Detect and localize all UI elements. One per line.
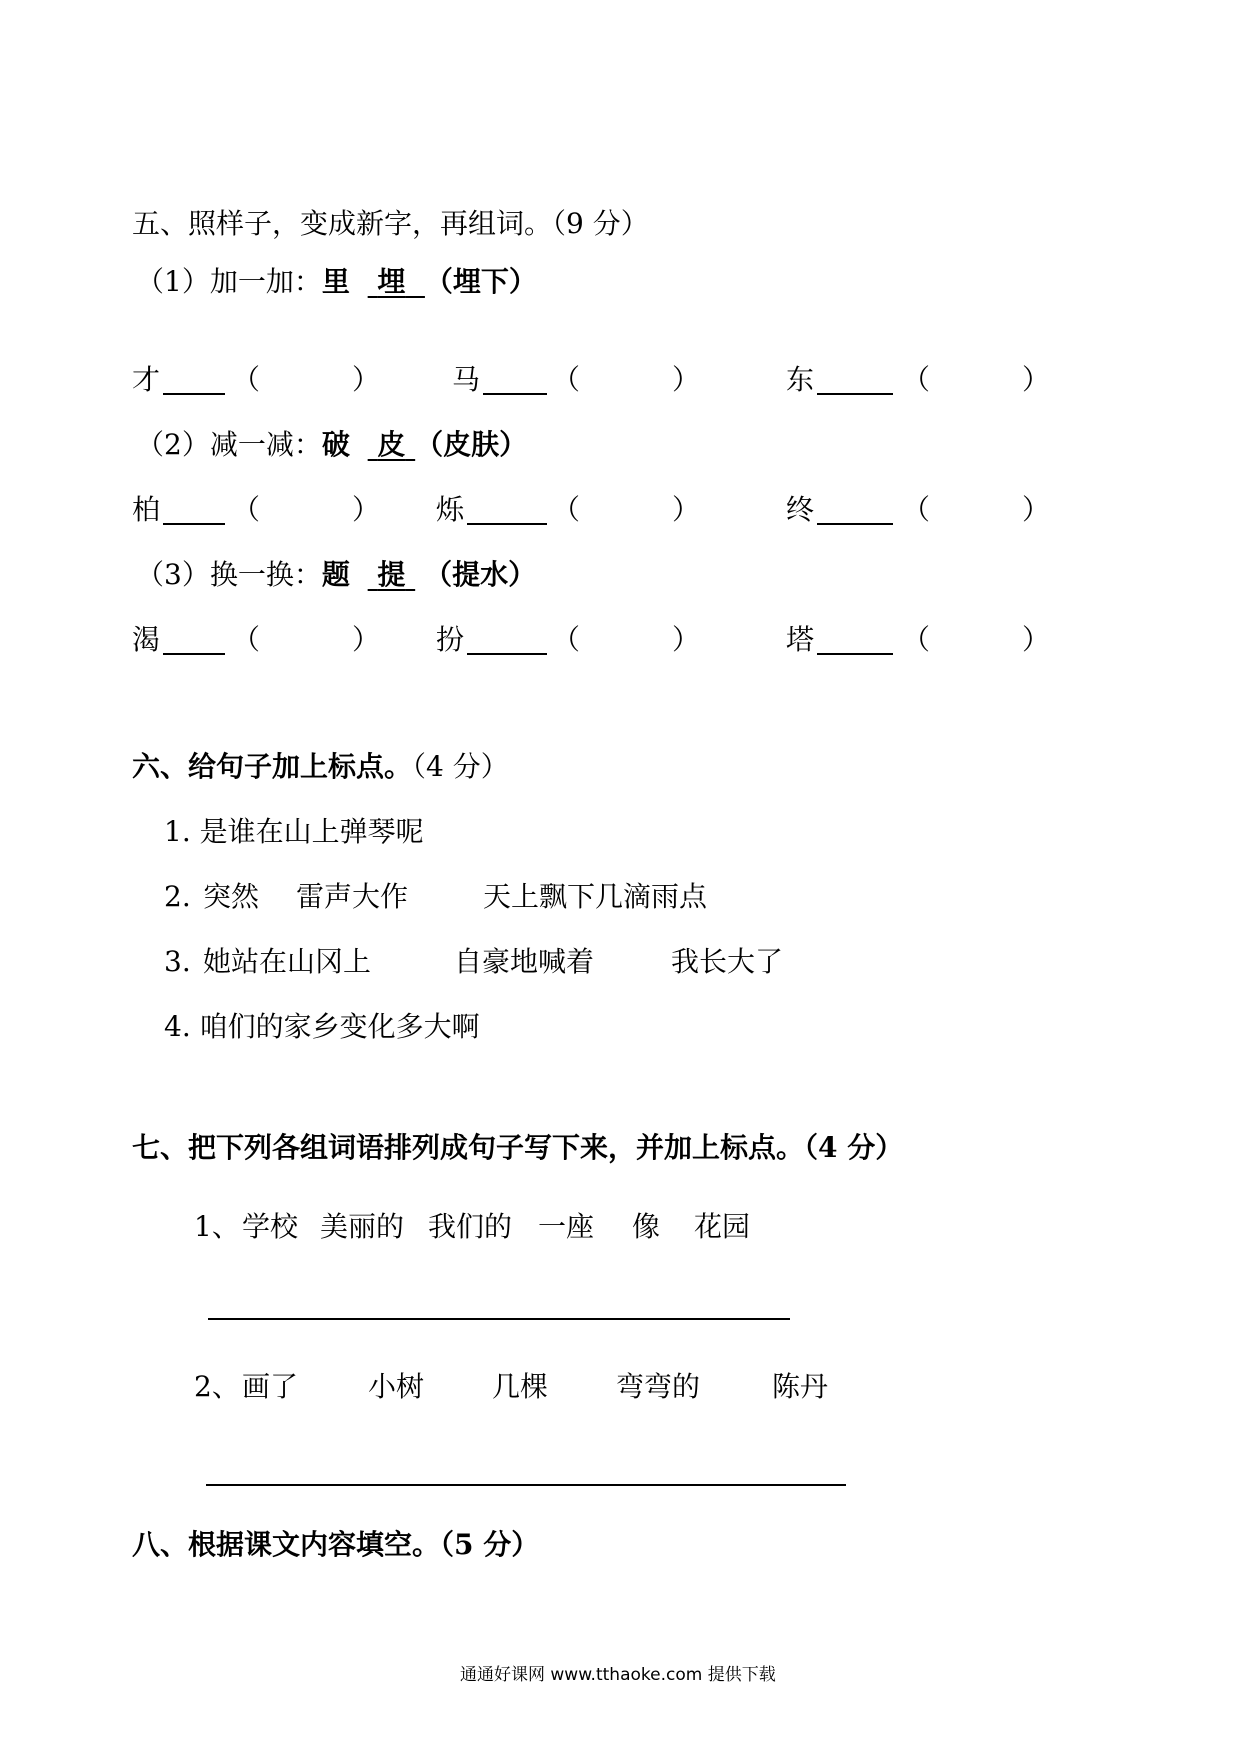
section6-heading xyxy=(132,750,509,784)
part1-example-char: 里 xyxy=(321,265,350,298)
section6-item4-num: 4. xyxy=(164,1010,191,1043)
part3-item3-char: 塔 xyxy=(786,623,815,656)
part2-item2-open: （ xyxy=(552,493,581,526)
section7-item2-word4: 弯弯的 xyxy=(616,1370,701,1403)
section6-score: （4 分） xyxy=(412,750,509,783)
section7-item2-word5: 陈丹 xyxy=(772,1370,829,1403)
part1-item3-char: 东 xyxy=(786,363,815,396)
part2-item1-close: ） xyxy=(352,493,381,526)
section7-item2-answer-line[interactable] xyxy=(206,1484,846,1486)
part3-item2-close: ） xyxy=(672,623,701,656)
section7-title: 七、把下列各组词语排列成句子写下来，并加上标点。（4 分） xyxy=(132,1131,904,1164)
part1-item3-blank[interactable] xyxy=(817,393,893,395)
section6-item3-part2: 自豪地喊着 xyxy=(454,945,595,978)
part1-item2-blank[interactable] xyxy=(483,393,547,395)
part3-item1-close: ） xyxy=(352,623,381,656)
part2-item3-char: 终 xyxy=(786,493,815,526)
section5-score: （9 分） xyxy=(552,207,649,240)
section6-item2-part2: 雷声大作 xyxy=(296,880,409,913)
part2-item3-open: （ xyxy=(902,493,931,526)
part1-example-word: （埋下） xyxy=(424,265,537,298)
section7-item1-word6: 花园 xyxy=(694,1210,751,1243)
section6-item2-part3: 天上飘下几滴雨点 xyxy=(483,880,708,913)
section7-item1-word5: 像 xyxy=(632,1210,661,1243)
section7-item2-num: 2、 xyxy=(194,1370,240,1403)
part2-item1-blank[interactable] xyxy=(163,523,225,525)
part1-item2-close: ） xyxy=(672,363,701,396)
section7-item1-word3: 我们的 xyxy=(428,1210,513,1243)
part3-example-char: 题 xyxy=(321,558,350,591)
part1-item1-open: （ xyxy=(232,363,261,396)
part1-item2-open: （ xyxy=(552,363,581,396)
part2-item3-close: ） xyxy=(1022,493,1051,526)
section6-item1 xyxy=(164,815,424,849)
section6-item3-part3: 我长大了 xyxy=(671,945,784,978)
part2-label: （2）减一减： xyxy=(136,428,322,461)
part2-example-word: （皮肤） xyxy=(415,428,528,461)
part3-item3-blank[interactable] xyxy=(817,653,893,655)
section7-item2-word2: 小树 xyxy=(368,1370,425,1403)
part3-item3-close: ） xyxy=(1022,623,1051,656)
part3-item1-char: 渴 xyxy=(132,623,161,656)
part1-item1-close: ） xyxy=(352,363,381,396)
part3-label: （3）换一换： xyxy=(136,558,322,591)
section7-item1-word2: 美丽的 xyxy=(320,1210,405,1243)
section6-item4-text: 咱们的家乡变化多大啊 xyxy=(199,1010,480,1043)
section6-item3-num: 3. xyxy=(164,945,191,978)
section5-heading xyxy=(132,207,649,241)
part1-example-new: 埋 xyxy=(377,265,406,298)
section8-title: 八、根据课文内容填空。（5 分） xyxy=(132,1528,540,1561)
part2-item2-char: 烁 xyxy=(436,493,465,526)
part3-item1-open: （ xyxy=(232,623,261,656)
part1-item3-open: （ xyxy=(902,363,931,396)
section6-title: 六、给句子加上标点。 xyxy=(132,750,413,783)
part2-item3-blank[interactable] xyxy=(817,523,893,525)
part3-item2-open: （ xyxy=(552,623,581,656)
part3-example-new: 提 xyxy=(377,558,406,591)
section7-item1-num: 1、 xyxy=(194,1210,240,1243)
section7-item1-answer-line[interactable] xyxy=(208,1318,790,1320)
part1-example xyxy=(136,265,537,299)
part2-item2-close: ） xyxy=(672,493,701,526)
part1-item2-char: 马 xyxy=(452,363,481,396)
section6-item1-text: 是谁在山上弹琴呢 xyxy=(199,815,424,848)
section7-item1-word1: 学校 xyxy=(242,1210,299,1243)
part3-item2-blank[interactable] xyxy=(467,653,547,655)
section6-item2-num: 2. xyxy=(164,880,191,913)
part2-example-new: 皮 xyxy=(377,428,406,461)
part2-item1-char: 柏 xyxy=(132,493,161,526)
part3-item1-blank[interactable] xyxy=(163,653,225,655)
section6-item1-num: 1. xyxy=(164,815,191,848)
section6-item2-part1: 突然 xyxy=(203,880,260,913)
section6-item3-part1: 她站在山冈上 xyxy=(203,945,372,978)
part2-example xyxy=(136,428,527,462)
part1-item3-close: ） xyxy=(1022,363,1051,396)
section7-item2-word1: 画了 xyxy=(242,1370,299,1403)
part3-example-word: （提水） xyxy=(424,558,537,591)
section6-item4 xyxy=(164,1010,480,1044)
section7-item1-word4: 一座 xyxy=(538,1210,595,1243)
section7-item2-word3: 几棵 xyxy=(492,1370,549,1403)
part1-label: （1）加一加： xyxy=(136,265,322,298)
footer-credit: 通通好课网 www.tthaoke.com 提供下载 xyxy=(460,1665,776,1685)
part2-example-char: 破 xyxy=(321,428,350,461)
part3-item2-char: 扮 xyxy=(436,623,465,656)
part2-item1-open: （ xyxy=(232,493,261,526)
part2-item2-blank[interactable] xyxy=(467,523,547,525)
section5-title: 五、照样子，变成新字，再组词。 xyxy=(132,207,553,240)
part1-item1-char: 才 xyxy=(132,363,161,396)
part1-item1-blank[interactable] xyxy=(163,393,225,395)
part3-item3-open: （ xyxy=(902,623,931,656)
part3-example xyxy=(136,558,536,592)
